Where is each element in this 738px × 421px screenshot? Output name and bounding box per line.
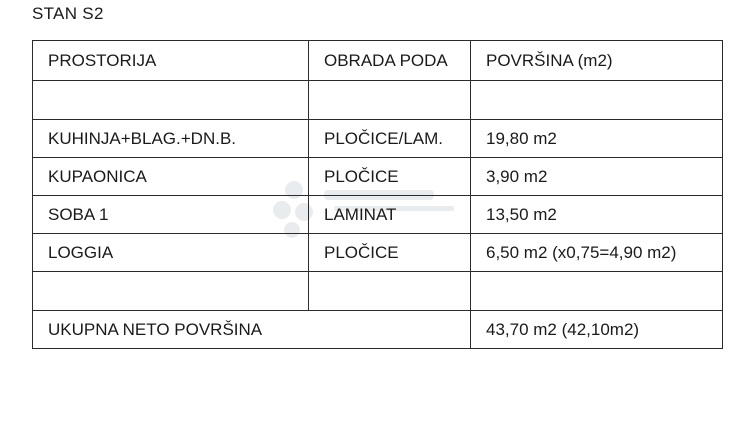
header-area: POVRŠINA (m2) — [471, 41, 723, 81]
cell-room: SOBA 1 — [33, 196, 309, 234]
cell-floor — [309, 272, 471, 311]
cell-floor: PLOČICE — [309, 234, 471, 272]
cell-room — [33, 272, 309, 311]
cell-area: 6,50 m2 (x0,75=4,90 m2) — [471, 234, 723, 272]
cell-area — [471, 272, 723, 311]
cell-area — [471, 81, 723, 120]
area-table — [32, 40, 723, 349]
cell-room: LOGGIA — [33, 234, 309, 272]
table-row — [33, 196, 723, 234]
document-title: STAN S2 — [32, 4, 104, 23]
cell-room: KUPAONICA — [33, 158, 309, 196]
table-header-row — [33, 41, 723, 81]
total-value: 43,70 m2 (42,10m2) — [471, 311, 723, 349]
table-total-row — [33, 311, 723, 349]
cell-floor: LAMINAT — [309, 196, 471, 234]
table-row — [33, 234, 723, 272]
table-row — [33, 120, 723, 158]
cell-room: KUHINJA+BLAG.+DN.B. — [33, 120, 309, 158]
cell-area: 13,50 m2 — [471, 196, 723, 234]
table-row — [33, 272, 723, 311]
table-row — [33, 158, 723, 196]
cell-area: 3,90 m2 — [471, 158, 723, 196]
total-label: UKUPNA NETO POVRŠINA — [33, 311, 471, 349]
cell-floor — [309, 81, 471, 120]
cell-floor: PLOČICE/LAM. — [309, 120, 471, 158]
cell-area: 19,80 m2 — [471, 120, 723, 158]
header-floor-finish: OBRADA PODA — [309, 41, 471, 81]
table-row — [33, 81, 723, 120]
header-room: PROSTORIJA — [33, 41, 309, 81]
cell-floor: PLOČICE — [309, 158, 471, 196]
cell-room — [33, 81, 309, 120]
